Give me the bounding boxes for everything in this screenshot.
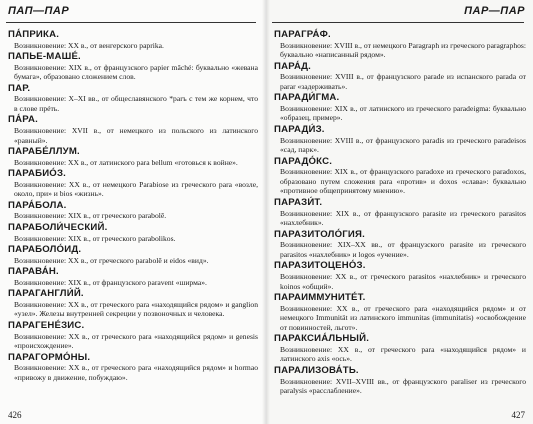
entry-headword: ПАРАБИО́З. (8, 168, 67, 180)
dictionary-entry (8, 51, 258, 82)
entry-headword: ПАПЬЕ-МАШЕ́. (8, 51, 81, 63)
page-number-left: 426 (8, 410, 22, 420)
entry-etymology: Возникновение: XX в., от греческого para «находящийся рядом» и genesis «происхождение». (14, 331, 258, 351)
entry-list-left (8, 29, 258, 383)
dictionary-entry (8, 352, 258, 383)
dictionary-entry (8, 320, 258, 351)
entry-etymology: Возникновение: XVIII в., от французского parade из испанского parada от parar «задерживать». (280, 72, 526, 91)
entry-etymology: Возникновение: XIX в., от французского parasite из греческого parasitos «нахлебник». (280, 208, 526, 228)
dictionary-entry (274, 260, 526, 291)
entry-headword: ПАРАГОРМО́НЫ. (8, 351, 91, 363)
dictionary-entry (274, 124, 526, 155)
dictionary-entry (8, 200, 258, 221)
dictionary-entry (274, 229, 526, 260)
entry-headword: ПАРАБЕ́ЛЛУМ. (8, 146, 80, 158)
entry-etymology: Возникновение: XX в., от греческого parabolē и eidos «вид». (14, 255, 209, 265)
dictionary-entry (274, 365, 526, 396)
page-number-right: 427 (511, 410, 525, 420)
entry-headword: ПА́РА. (8, 114, 38, 126)
entry-etymology: Возникновение: XX в., от венгерского paprika. (14, 40, 164, 50)
dictionary-entry (8, 244, 258, 265)
entry-etymology: Возникновение: XX в., от немецкого Parabiose из греческого para «возле, около, при» и bios «жизнь». (14, 179, 258, 199)
entry-etymology: Возникновение: XVII в., от немецкого из польского из латинского «равный». (14, 125, 258, 145)
entry-etymology: Возникновение: XX в., от греческого para «находящийся рядом» и от немецкого Immunität из латинского immunitas (immunitatis) «освобождение от повинностей, льгот». (280, 303, 526, 332)
dictionary-entry (8, 288, 258, 319)
entry-etymology: Возникновение: XIX в., от французского papier mâché: буквально «жевана бумага», образовано сложением слов. (14, 62, 258, 82)
dictionary-entry (8, 114, 258, 145)
entry-etymology: Возникновение: XVIII в., от французского paradis из греческого paradeisos «сад, парк». (280, 135, 526, 155)
entry-etymology: Возникновение: XIX в., от греческого parabolē. (14, 211, 167, 221)
entry-headword: ПАРАВА́Н. (8, 266, 59, 278)
dictionary-entry (8, 29, 258, 50)
entry-etymology: Возникновение: XVIII в., от немецкого Paragraph из греческого paragraphos: буквально «написанный рядом». (280, 40, 526, 60)
entry-headword: ПАРАДИ́З. (274, 124, 325, 136)
dictionary-entry (274, 29, 526, 60)
entry-list-right (274, 29, 526, 397)
entry-etymology: Возникновение: XX в., от греческого para «находящийся рядом» и hormao «привожу в движение, побуждаю». (14, 363, 258, 382)
entry-headword: ПАРА́Д. (274, 60, 312, 72)
dictionary-entry (8, 83, 258, 114)
entry-etymology: Возникновение: XIX–XX вв., от французского parasite из греческого parasitos «нахлебник» и logos «учение». (280, 240, 526, 259)
header-rule-right (272, 22, 524, 23)
entry-headword: ПАРА́БОЛА. (8, 199, 67, 211)
entry-headword: ПАРАБОЛО́ИД. (8, 244, 82, 256)
dictionary-entry (274, 333, 526, 364)
right-page (266, 0, 533, 424)
entry-headword: ПАРАЗИ́Т. (274, 197, 323, 209)
entry-etymology: Возникновение: XVII–XVIII вв., от французского paraliser из греческого paralysis «расслабление». (280, 376, 526, 396)
header-rule-left (6, 22, 256, 23)
entry-headword: ПАРАЗИТОЦЕНО́З. (274, 260, 366, 272)
entry-headword: ПАРАКСИА́ЛЬНЫЙ. (274, 333, 370, 345)
entry-etymology: Возникновение: XX в., от латинского para bellum «готовься к войне». (14, 157, 238, 167)
dictionary-entry (274, 92, 526, 123)
dictionary-entry (274, 156, 526, 196)
running-header-right: ПАР—ПАР (464, 5, 525, 17)
dictionary-entry (274, 292, 526, 332)
entry-headword: ПАРАГРА́Ф. (274, 29, 331, 40)
dictionary-entry (274, 197, 526, 228)
entry-headword: ПАРАДО́КС. (274, 155, 333, 167)
dictionary-entry (8, 266, 258, 287)
book-gutter (262, 0, 270, 424)
entry-etymology: Возникновение: X–XI вв., от общеславянского *parъ с тем же корнем, что в слове прéть. (14, 94, 258, 113)
running-header-left: ПАП—ПАР (8, 5, 70, 17)
entry-headword: ПА́ПРИКА. (8, 29, 60, 40)
entry-etymology: Возникновение: XIX в., от греческого parabolikos. (14, 233, 176, 243)
entry-headword: ПАР. (8, 82, 31, 94)
entry-headword: ПАРАЗИТОЛО́ГИЯ. (274, 228, 365, 240)
entry-headword: ПАРАЛИЗОВА́ТЬ. (274, 365, 359, 377)
entry-headword: ПАРАГАНГЛИ́Й. (8, 288, 84, 300)
entry-etymology: Возникновение: XIX в., от латинского из греческого paradeigma: буквально «образец, пример». (280, 103, 526, 123)
dictionary-entry (8, 168, 258, 199)
dictionary-entry (8, 146, 258, 167)
entry-etymology: Возникновение: XIX в., от французского paravent «ширма». (14, 277, 207, 287)
entry-headword: ПАРАГЕНЕ́ЗИС. (8, 320, 85, 331)
entry-headword: ПАРАИММУНИТЕ́Т. (274, 292, 366, 304)
entry-etymology: Возникновение: XIX в., от французского paradoxe из греческого paradoxos, образовано путем сложения para «против» и doxos «слава»: буквально «противное общепринятому мнению». (280, 167, 526, 196)
entry-headword: ПАРАДИ́ГМА. (274, 92, 340, 104)
entry-etymology: Возникновение: XX в., от греческого para «находящийся рядом» и ganglion «узел». Железы внутренней секреции у позвоночных и человека. (14, 299, 258, 319)
left-page (0, 0, 266, 424)
entry-etymology: Возникновение: XX в., от греческого parasitos «нахлебник» и греческого koinos «общий». (280, 271, 526, 291)
dictionary-entry (274, 61, 526, 92)
entry-etymology: Возникновение: XX в., от греческого para «находящийся рядом» и латинского axis «ось». (280, 344, 526, 364)
dictionary-entry (8, 222, 258, 243)
entry-headword: ПАРАБОЛИ́ЧЕСКИЙ. (8, 222, 108, 234)
